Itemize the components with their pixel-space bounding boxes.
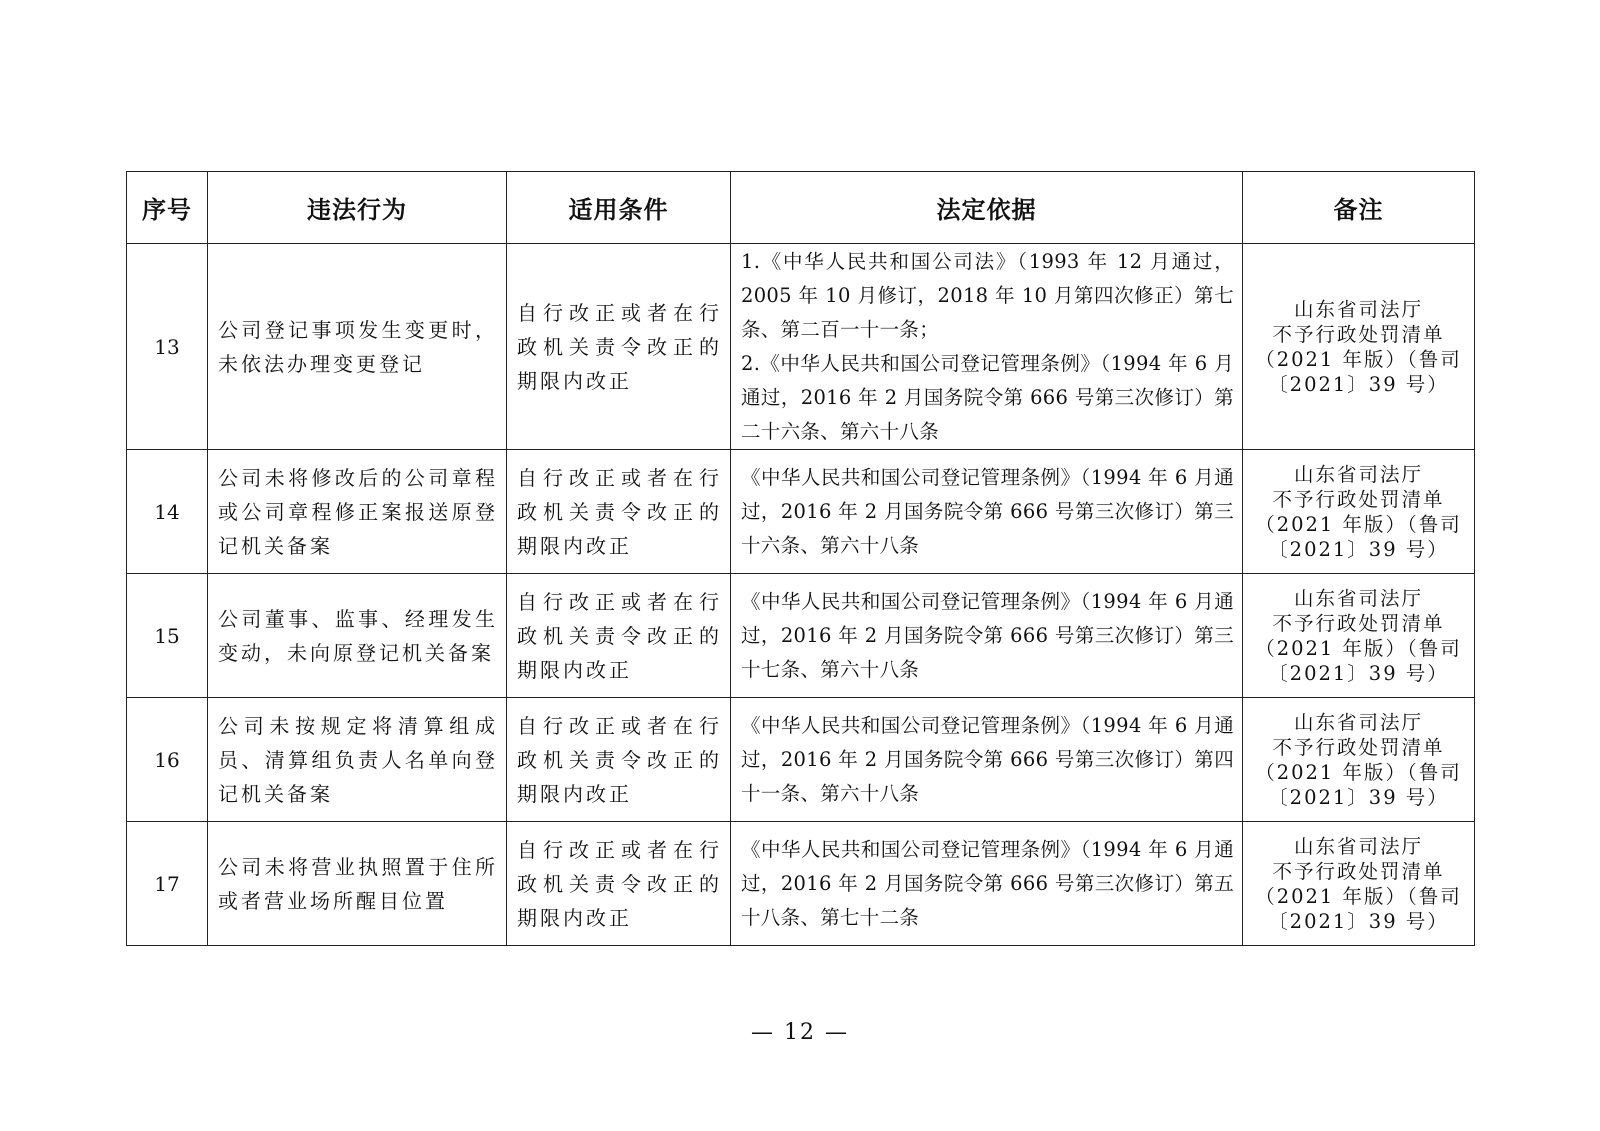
serial-number-cell: 14 bbox=[127, 450, 208, 574]
legal-basis-cell bbox=[731, 574, 1243, 698]
header-violation: 违法行为 bbox=[208, 172, 507, 244]
violation-cell: 公司董事、监事、经理发生变动，未向原登记机关备案 bbox=[208, 574, 507, 698]
table-row bbox=[127, 450, 1475, 574]
remarks-line: （2021 年版）（鲁司 bbox=[1255, 636, 1462, 660]
condition-cell: 自行改正或者在行政机关责令改正的期限内改正 bbox=[507, 450, 731, 574]
remarks-line: 山东省司法厅 bbox=[1293, 834, 1423, 858]
remarks-line: 不予行政处罚清单 bbox=[1272, 487, 1445, 511]
violation-cell: 公司未将修改后的公司章程或公司章程修正案报送原登记机关备案 bbox=[208, 450, 507, 574]
legal-basis-cell bbox=[731, 822, 1243, 946]
penalty-exemption-table bbox=[126, 171, 1475, 946]
remarks-cell bbox=[1243, 244, 1475, 450]
remarks-line: 〔2021〕39 号） bbox=[1268, 909, 1449, 933]
remarks-line: 山东省司法厅 bbox=[1293, 297, 1423, 321]
remarks-line: 不予行政处罚清单 bbox=[1272, 611, 1445, 635]
header-legal-basis: 法定依据 bbox=[731, 172, 1243, 244]
remarks-line: 不予行政处罚清单 bbox=[1272, 322, 1445, 346]
table-row bbox=[127, 822, 1475, 946]
legal-basis-cell bbox=[731, 698, 1243, 822]
legal-basis-item: 1.《中华人民共和国公司法》（1993 年 12 月通过，2005 年 10 月修订，2018 年 10 月第四次修正）第七条、第二百一十一条； bbox=[741, 249, 1234, 341]
serial-number-cell: 13 bbox=[127, 244, 208, 450]
header-remarks: 备注 bbox=[1243, 172, 1475, 244]
remarks-line: 山东省司法厅 bbox=[1293, 710, 1423, 734]
remarks-cell bbox=[1243, 822, 1475, 946]
table-row bbox=[127, 244, 1475, 450]
remarks-line: 山东省司法厅 bbox=[1293, 586, 1423, 610]
remarks-line: 〔2021〕39 号） bbox=[1268, 372, 1449, 396]
remarks-cell bbox=[1243, 574, 1475, 698]
violation-cell: 公司未按规定将清算组成员、清算组负责人名单向登记机关备案 bbox=[208, 698, 507, 822]
legal-basis-item: 《中华人民共和国公司登记管理条例》（1994 年 6 月通过，2016 年 2 月国务院令第 666 号第三次修订）第五十八条、第七十二条 bbox=[741, 837, 1234, 929]
remarks-line: 山东省司法厅 bbox=[1293, 462, 1423, 486]
table-header-row bbox=[127, 172, 1475, 244]
remarks-line: （2021 年版）（鲁司 bbox=[1255, 512, 1462, 536]
remarks-line: （2021 年版）（鲁司 bbox=[1255, 347, 1462, 371]
violation-cell: 公司登记事项发生变更时，未依法办理变更登记 bbox=[208, 244, 507, 450]
remarks-cell bbox=[1243, 698, 1475, 822]
serial-number-cell: 15 bbox=[127, 574, 208, 698]
table-row bbox=[127, 574, 1475, 698]
condition-cell: 自行改正或者在行政机关责令改正的期限内改正 bbox=[507, 822, 731, 946]
page-number: — 12 — bbox=[751, 1020, 849, 1045]
table-row bbox=[127, 698, 1475, 822]
header-condition: 适用条件 bbox=[507, 172, 731, 244]
condition-cell: 自行改正或者在行政机关责令改正的期限内改正 bbox=[507, 698, 731, 822]
remarks-line: 〔2021〕39 号） bbox=[1268, 537, 1449, 561]
remarks-line: 不予行政处罚清单 bbox=[1272, 735, 1445, 759]
violation-cell: 公司未将营业执照置于住所或者营业场所醒目位置 bbox=[208, 822, 507, 946]
remarks-line: （2021 年版）（鲁司 bbox=[1255, 760, 1462, 784]
remarks-line: （2021 年版）（鲁司 bbox=[1255, 884, 1462, 908]
condition-cell: 自行改正或者在行政机关责令改正的期限内改正 bbox=[507, 574, 731, 698]
remarks-line: 不予行政处罚清单 bbox=[1272, 859, 1445, 883]
remarks-line: 〔2021〕39 号） bbox=[1268, 785, 1449, 809]
legal-basis-item: 2.《中华人民共和国公司登记管理条例》（1994 年 6 月通过，2016 年 2 月国务院令第 666 号第三次修订）第二十六条、第六十八条 bbox=[741, 351, 1234, 443]
remarks-cell bbox=[1243, 450, 1475, 574]
legal-basis-cell bbox=[731, 244, 1243, 450]
legal-basis-item: 《中华人民共和国公司登记管理条例》（1994 年 6 月通过，2016 年 2 月国务院令第 666 号第三次修订）第四十一条、第六十八条 bbox=[741, 713, 1234, 805]
legal-basis-item: 《中华人民共和国公司登记管理条例》（1994 年 6 月通过，2016 年 2 月国务院令第 666 号第三次修订）第三十七条、第六十八条 bbox=[741, 589, 1234, 681]
legal-basis-item: 《中华人民共和国公司登记管理条例》（1994 年 6 月通过，2016 年 2 月国务院令第 666 号第三次修订）第三十六条、第六十八条 bbox=[741, 465, 1234, 557]
condition-cell: 自行改正或者在行政机关责令改正的期限内改正 bbox=[507, 244, 731, 450]
legal-basis-cell bbox=[731, 450, 1243, 574]
serial-number-cell: 16 bbox=[127, 698, 208, 822]
header-serial-number: 序号 bbox=[127, 172, 208, 244]
remarks-line: 〔2021〕39 号） bbox=[1268, 661, 1449, 685]
serial-number-cell: 17 bbox=[127, 822, 208, 946]
